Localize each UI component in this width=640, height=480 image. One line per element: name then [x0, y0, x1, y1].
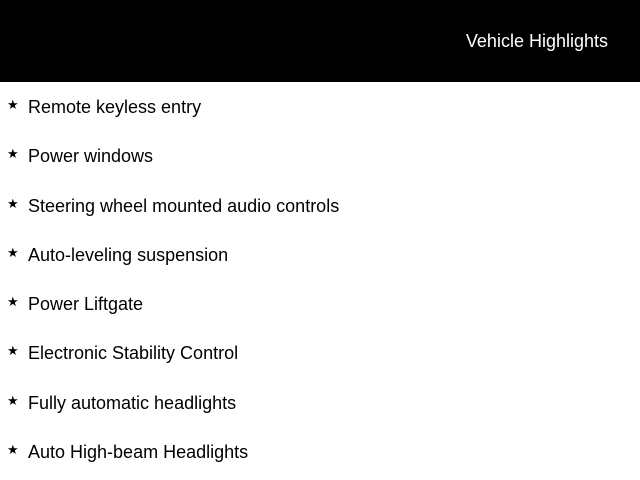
- list-item: [0, 181, 640, 230]
- star-icon: ★: [7, 97, 19, 112]
- list-item: [0, 82, 640, 131]
- list-item: [0, 279, 640, 328]
- list-item: [0, 328, 640, 377]
- star-icon: ★: [7, 442, 19, 458]
- highlight-label: Remote keyless entry: [28, 97, 202, 117]
- highlight-label: Steering wheel mounted audio controls: [28, 195, 340, 216]
- page-title: Vehicle Highlights: [465, 31, 608, 51]
- star-icon: ★: [7, 244, 19, 260]
- list-item: [0, 131, 640, 180]
- highlight-label: Electronic Stability Control: [28, 343, 239, 364]
- header-bar: [0, 0, 640, 82]
- highlights-list: [0, 82, 640, 476]
- list-item: [0, 378, 640, 427]
- highlight-label: Power Liftgate: [28, 294, 144, 315]
- star-icon: ★: [7, 294, 19, 310]
- star-icon: ★: [7, 392, 19, 408]
- list-item: [0, 427, 640, 476]
- highlight-label: Fully automatic headlights: [28, 392, 237, 413]
- highlight-label: Auto-leveling suspension: [28, 244, 229, 265]
- star-icon: ★: [7, 195, 19, 211]
- star-icon: ★: [7, 146, 19, 162]
- list-item: [0, 230, 640, 279]
- star-icon: ★: [7, 343, 19, 359]
- highlight-label: Auto High-beam Headlights: [28, 442, 249, 463]
- highlight-label: Power windows: [28, 146, 154, 167]
